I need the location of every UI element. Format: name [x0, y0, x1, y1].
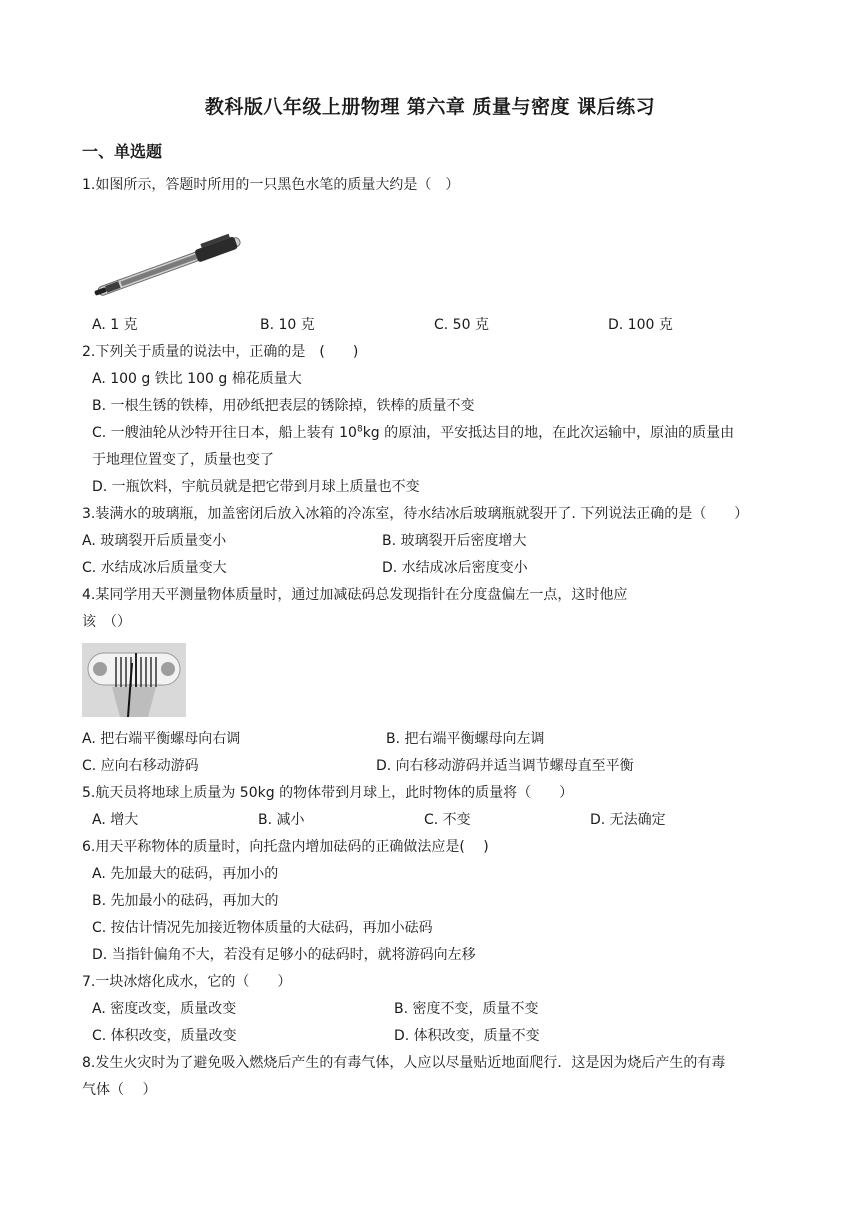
pen-image	[88, 226, 250, 306]
q3-option-a: A. 玻璃裂开后质量变小	[82, 533, 227, 549]
q7-option-a: A. 密度改变，质量改变	[92, 1001, 237, 1017]
q4-option-c: C. 应向右移动游码	[82, 758, 199, 774]
balance-pointer-image	[82, 643, 186, 717]
q5-option-c: C. 不变	[424, 812, 471, 828]
q7-option-d: D. 体积改变，质量不变	[394, 1028, 540, 1044]
q2-option-c: C. 一艘油轮从沙特开往日本，船上装有 $10^8kg$ 的原油，平安抵达目的地，在此次运输中，原油的质量由	[92, 424, 735, 441]
question-4-stem-line-1: 4.某同学用天平测量物体质量时，通过加减砝码总发现指针在分度盘偏左一点，这时他应	[82, 587, 628, 603]
q7-option-b: B. 密度不变，质量不变	[394, 1001, 539, 1017]
q3-option-d: D. 水结成冰后密度变小	[382, 560, 528, 576]
q6-option-c: C. 按估计情况先加接近物体质量的大砝码，再加小砝码	[92, 920, 433, 936]
question-5-stem: 5.航天员将地球上质量为 50kg 的物体带到月球上，此时物体的质量将（ ）	[82, 785, 574, 801]
question-7-stem: 7.一块冰熔化成水，它的（ ）	[82, 974, 292, 990]
question-6-stem: 6.用天平称物体的质量时，向托盘内增加砝码的正确做法应是( )	[82, 839, 489, 855]
q1-option-c: C. 50 克	[434, 317, 489, 333]
q6-option-b: B. 先加最小的砝码，再加大的	[92, 893, 279, 909]
section-heading: 一、单选题	[82, 142, 163, 161]
page-title: 教科版八年级上册物理 第六章 质量与密度 课后练习	[204, 96, 656, 118]
q3-option-b: B. 玻璃裂开后密度增大	[382, 533, 527, 549]
q2-option-a: A. 100 g 铁比 100 g 棉花质量大	[92, 371, 302, 387]
q5-option-d: D. 无法确定	[590, 812, 666, 828]
question-4-stem-line-2: 该 （）	[82, 614, 131, 630]
q4-option-a: A. 把右端平衡螺母向右调	[82, 731, 241, 747]
question-2-stem: 2.下列关于质量的说法中，正确的是 ( )	[82, 344, 359, 360]
q6-option-a: A. 先加最大的砝码，再加小的	[92, 866, 279, 882]
q2-option-c-continued: 于地理位置变了，质量也变了	[92, 452, 274, 468]
q7-option-c: C. 体积改变，质量改变	[92, 1028, 237, 1044]
q2-option-b: B. 一根生锈的铁棒，用砂纸把表层的锈除掉，铁棒的质量不变	[92, 398, 475, 414]
q6-option-d: D. 当指针偏角不大，若没有足够小的砝码时，就将游码向左移	[92, 947, 476, 963]
q4-option-d: D. 向右移动游码并适当调节螺母直至平衡	[376, 758, 634, 774]
q2-option-d: D. 一瓶饮料，宇航员就是把它带到月球上质量也不变	[92, 479, 420, 495]
q4-option-b: B. 把右端平衡螺母向左调	[386, 731, 545, 747]
q1-option-b: B. 10 克	[260, 317, 315, 333]
question-8-stem-line-1: 8.发生火灾时为了避免吸入燃烧后产生的有毒气体，人应以尽量贴近地面爬行．这是因为烧后产生的有毒	[82, 1055, 726, 1071]
question-1-stem: 1.如图所示，答题时所用的一只黑色水笔的质量大约是（ ）	[82, 177, 460, 193]
q3-option-c: C. 水结成冰后质量变大	[82, 560, 227, 576]
question-3-stem: 3.装满水的玻璃瓶，加盖密闭后放入冰箱的冷冻室，待水结冰后玻璃瓶就裂开了. 下列说法正确的是（ ）	[82, 506, 749, 522]
q5-option-b: B. 减小	[258, 812, 305, 828]
q1-option-a: A. 1 克	[92, 317, 138, 333]
q5-option-a: A. 增大	[92, 812, 139, 828]
question-8-stem-line-2: 气体（ ）	[82, 1082, 157, 1098]
q1-option-d: D. 100 克	[608, 317, 673, 333]
